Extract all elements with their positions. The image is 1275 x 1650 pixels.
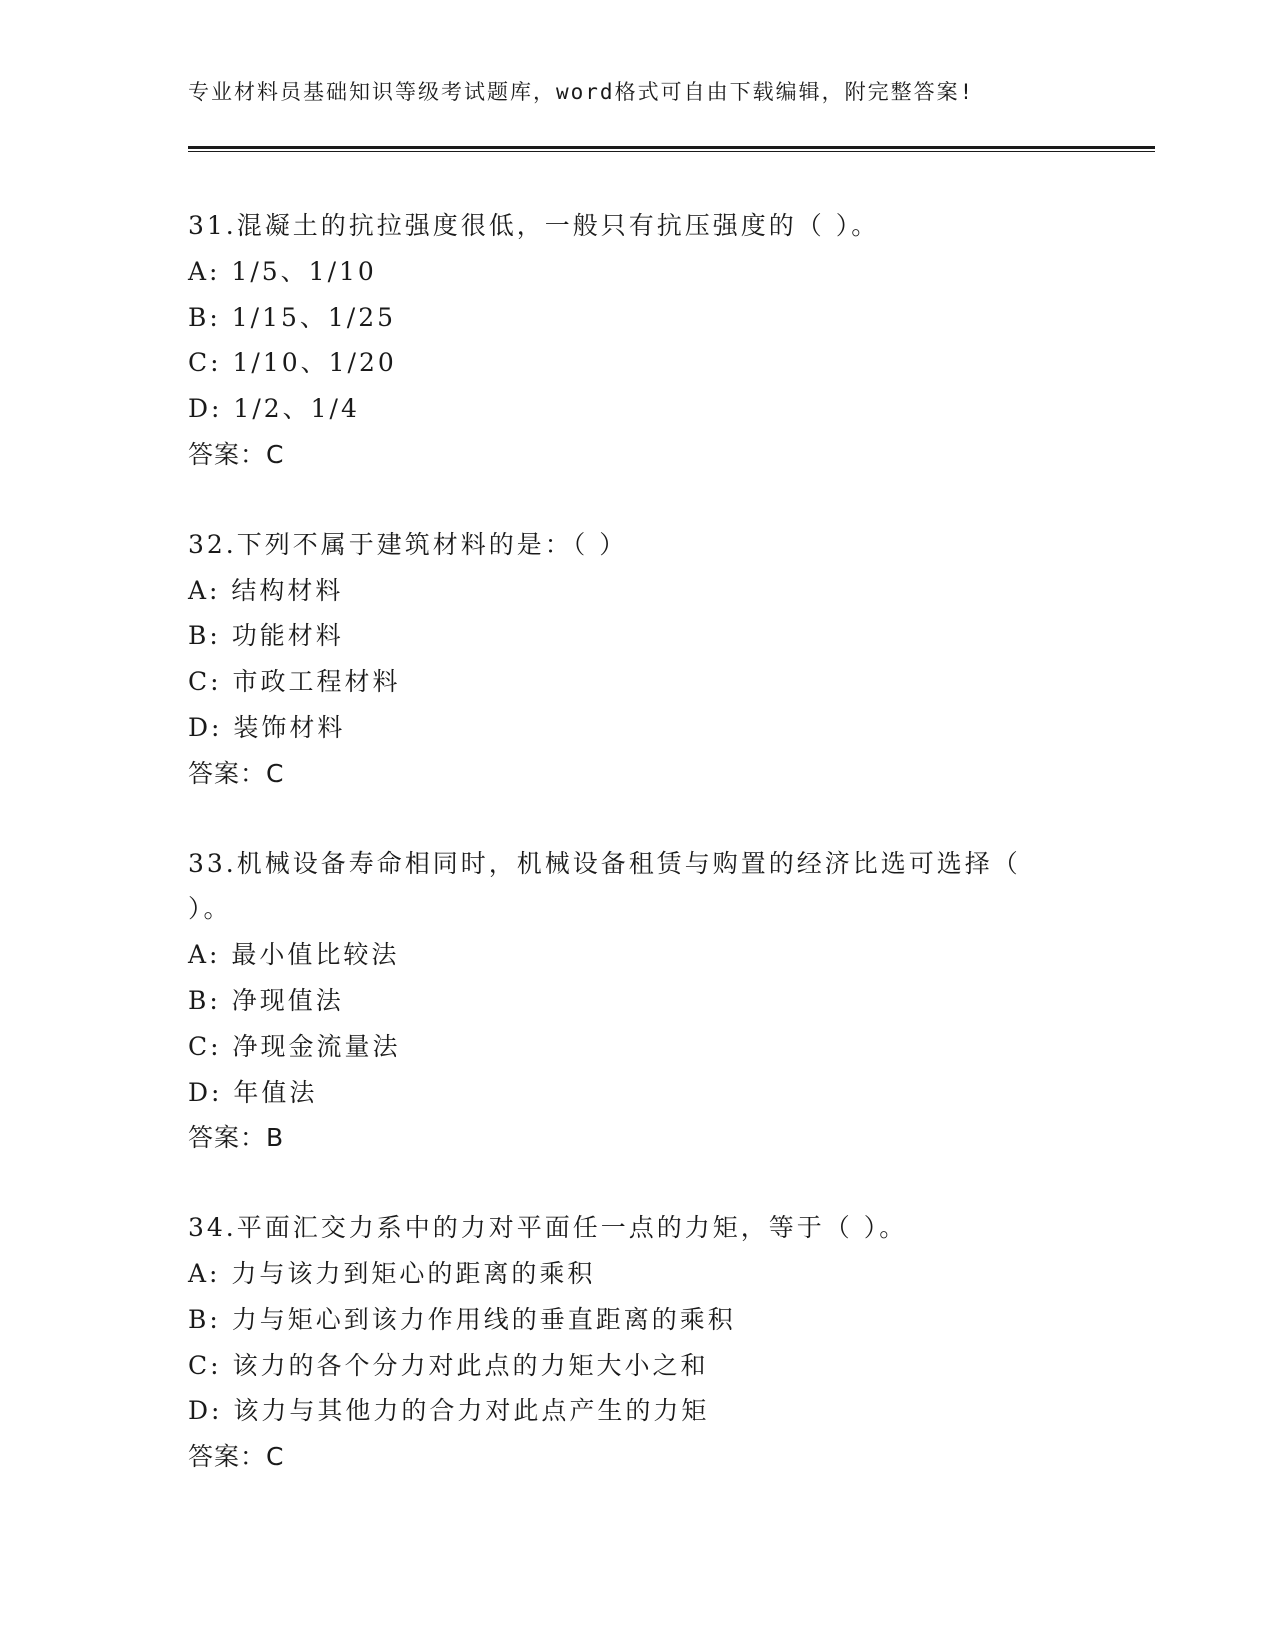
- header-rule-thick: [188, 146, 1155, 149]
- answer: 答案：C: [188, 758, 285, 788]
- option-c: C: 1/10、1/20: [188, 348, 397, 378]
- option-d: D: 装饰材料: [188, 712, 346, 742]
- answer: 答案：C: [188, 439, 285, 469]
- option-a: A: 1/5、1/10: [188, 256, 377, 286]
- question-33: [188, 841, 1088, 1162]
- option-d: D: 该力与其他力的合力对此点产生的力矩: [188, 1396, 710, 1426]
- answer: 答案：B: [188, 1123, 285, 1153]
- option-d: D: 1/2、1/4: [188, 394, 360, 424]
- question-34: [188, 1205, 1088, 1480]
- option-a: A: 力与该力到矩心的距离的乘积: [188, 1258, 596, 1288]
- option-b: B: 力与矩心到该力作用线的垂直距离的乘积: [188, 1304, 736, 1334]
- header-rule-thin: [188, 151, 1155, 152]
- option-a: A: 最小值比较法: [188, 940, 400, 970]
- option-b: B: 净现值法: [188, 985, 344, 1015]
- question-stem: 32.下列不属于建筑材料的是：（ ）: [188, 529, 628, 559]
- answer: 答案：C: [188, 1442, 285, 1472]
- question-32: [188, 522, 1088, 797]
- question-31: [188, 203, 1088, 478]
- page-header: 专业材料员基础知识等级考试题库，word格式可自由下载编辑，附完整答案!: [188, 80, 975, 104]
- option-c: C: 净现金流量法: [188, 1031, 401, 1061]
- question-list: [188, 203, 1088, 1524]
- option-c: C: 该力的各个分力对此点的力矩大小之和: [188, 1350, 709, 1380]
- option-c: C: 市政工程材料: [188, 667, 401, 697]
- option-d: D: 年值法: [188, 1077, 318, 1107]
- question-stem: 33.机械设备寿命相同时，机械设备租赁与购置的经济比选可选择（ ）。: [188, 848, 1021, 924]
- option-b: B: 1/15、1/25: [188, 302, 397, 332]
- question-stem: 31.混凝土的抗拉强度很低，一般只有抗压强度的（ ）。: [188, 211, 880, 240]
- question-stem: 34.平面汇交力系中的力对平面任一点的力矩，等于（ ）。: [188, 1213, 908, 1243]
- option-a: A: 结构材料: [188, 575, 344, 605]
- option-b: B: 功能材料: [188, 621, 344, 651]
